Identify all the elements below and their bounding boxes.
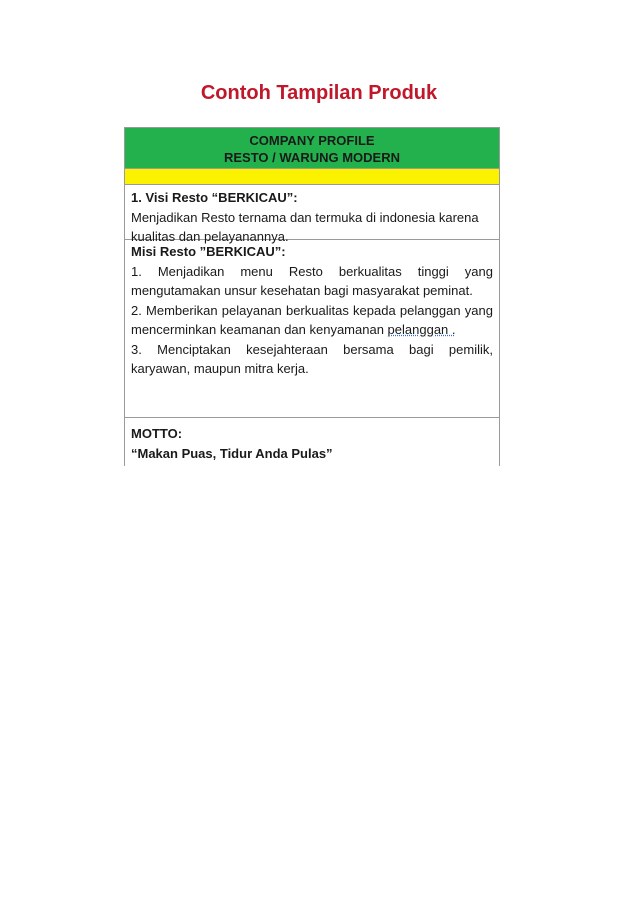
page-title: Contoh Tampilan Produk bbox=[200, 82, 438, 104]
misi-section bbox=[125, 240, 499, 418]
misi-item-3: 3. Menciptakan kesejahteraan bersama bagi pemilik, karyawan, maupun mitra kerja. bbox=[131, 341, 493, 376]
misi-item-2 bbox=[131, 301, 493, 340]
misi-item-1: 1. Menjadikan menu Resto berkualitas tinggi yang mengutamakan unsur kesehatan bagi masyarakat peminat. bbox=[131, 263, 493, 298]
motto-section bbox=[125, 418, 499, 466]
header-line-resto-type: RESTO / WARUNG MODERN bbox=[224, 150, 400, 165]
misi-item-2-underlined: pelanggan . bbox=[387, 322, 456, 337]
header-line-company-profile: COMPANY PROFILE bbox=[249, 133, 375, 148]
visi-heading: 1. Visi Resto “BERKICAU”: bbox=[131, 190, 298, 205]
motto-heading: MOTTO: bbox=[131, 426, 183, 441]
company-profile-table bbox=[124, 127, 500, 466]
motto-text: “Makan Puas, Tidur Anda Pulas” bbox=[131, 445, 333, 461]
visi-section bbox=[125, 185, 499, 244]
misi-item-2-text: 2. Memberikan pelayanan berkualitas kepada pelanggan yang mencerminkan keamanan dan kenyamanan bbox=[131, 302, 493, 337]
misi-heading: Misi Resto ”BERKICAU”: bbox=[131, 244, 286, 259]
yellow-divider-band bbox=[125, 169, 499, 185]
visi-text: Menjadikan Resto ternama dan termuka di indonesia karena kualitas dan pelayanannya. bbox=[131, 209, 479, 244]
company-profile-header bbox=[125, 128, 499, 169]
